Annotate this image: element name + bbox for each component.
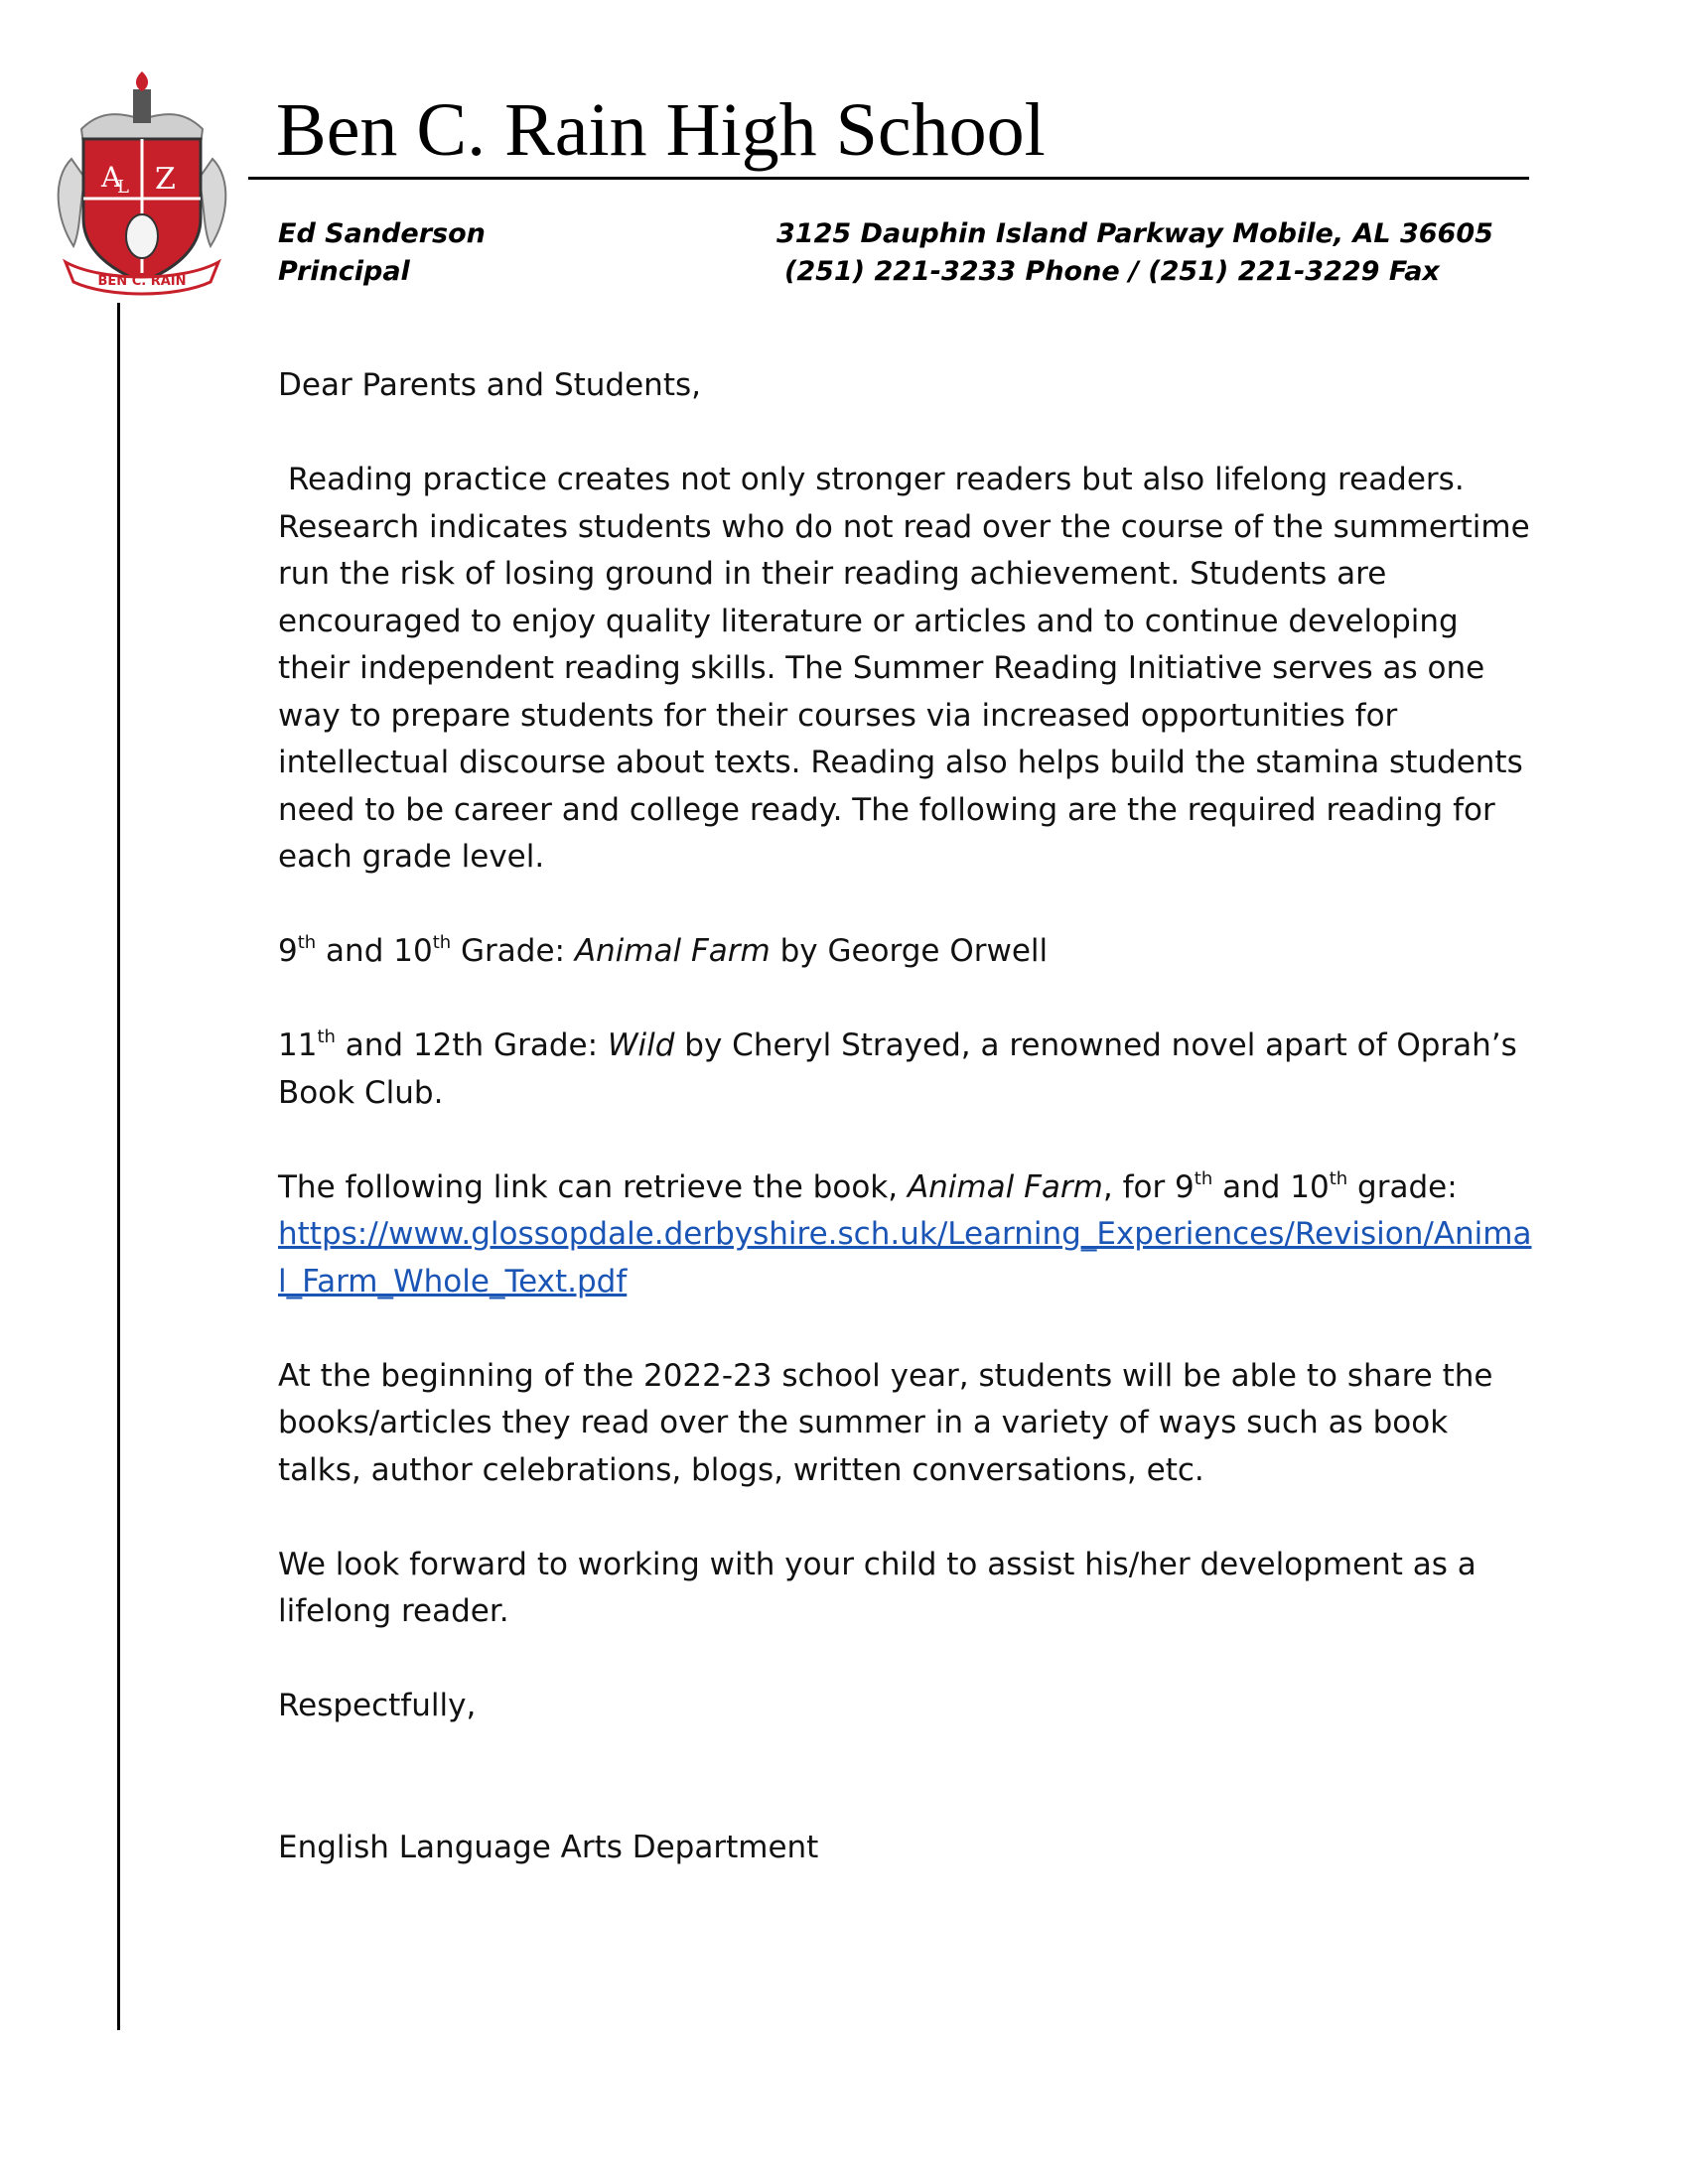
header-divider	[248, 177, 1529, 180]
principal-name: Ed Sanderson	[278, 218, 486, 249]
salutation: Dear Parents and Students,	[278, 367, 701, 403]
phone-fax: (251) 221-3233 Phone / (251) 221-3229 Fax	[784, 256, 1440, 287]
principal-block	[278, 215, 486, 291]
grade-9-10-reading: 9th and 10th Grade: Animal Farm by George Orwell	[278, 932, 1049, 969]
animal-farm-link[interactable]: https://www.glossopdale.derbyshire.sch.uk/Learning_Experiences/Revision/Animal_Farm_Whole_Text.pdf	[278, 1216, 1532, 1299]
letter-body	[278, 362, 1539, 1919]
svg-text:Z: Z	[155, 162, 176, 197]
valediction: Respectfully,	[278, 1688, 477, 1723]
svg-text:L: L	[117, 177, 129, 198]
svg-text:A: A	[101, 161, 122, 194]
book-title: Wild	[607, 1027, 675, 1063]
school-address: 3125 Dauphin Island Parkway Mobile, AL 36605	[776, 218, 1493, 249]
left-margin-rule	[117, 303, 120, 2030]
book-title: Animal Farm	[907, 1168, 1103, 1205]
closing-paragraph: We look forward to working with your child to assist his/her development as a lifelong reader.	[278, 1546, 1477, 1629]
school-crest-logo	[52, 69, 232, 300]
grade-11-12-reading: 11th and 12th Grade: Wild by Cheryl Strayed, a renowned novel apart of Oprah’s Book Club.	[278, 1026, 1517, 1111]
book-link-paragraph: The following link can retrieve the book, Animal Farm, for 9th and 10th grade: https://www.glossopdale.derbyshire.sch.uk/Learning_Experiences/Revision/Animal_Farm_Whole_Text.pdf	[278, 1167, 1532, 1299]
svg-text:BEN C. RAIN: BEN C. RAIN	[97, 274, 187, 289]
signature: English Language Arts Department	[278, 1829, 819, 1865]
school-name: Ben C. Rain High School	[276, 88, 1046, 172]
share-paragraph: At the beginning of the 2022-23 school year, students will be able to share the books/articles they read over the summer in a variety of ways such as book talks, author celebrations, blogs, written conversations, etc.	[278, 1357, 1493, 1488]
intro-paragraph: Reading practice creates not only stronger readers but also lifelong readers. Research indicates students who do not read over the course of the summertime run the risk of losing ground in their reading achievement. Students are encouraged to enjoy quality literature or articles and to continue developing their independent reading skills. The Summer Reading Initiative serves as one way to prepare students for their courses via increased opportunities for intellectual discourse about texts. Reading also helps build the stamina students need to be career and college ready. The following are the required reading for each grade level.	[278, 462, 1540, 875]
principal-title: Principal	[278, 256, 410, 287]
book-title: Animal Farm	[574, 933, 771, 969]
contact-block	[776, 215, 1493, 291]
